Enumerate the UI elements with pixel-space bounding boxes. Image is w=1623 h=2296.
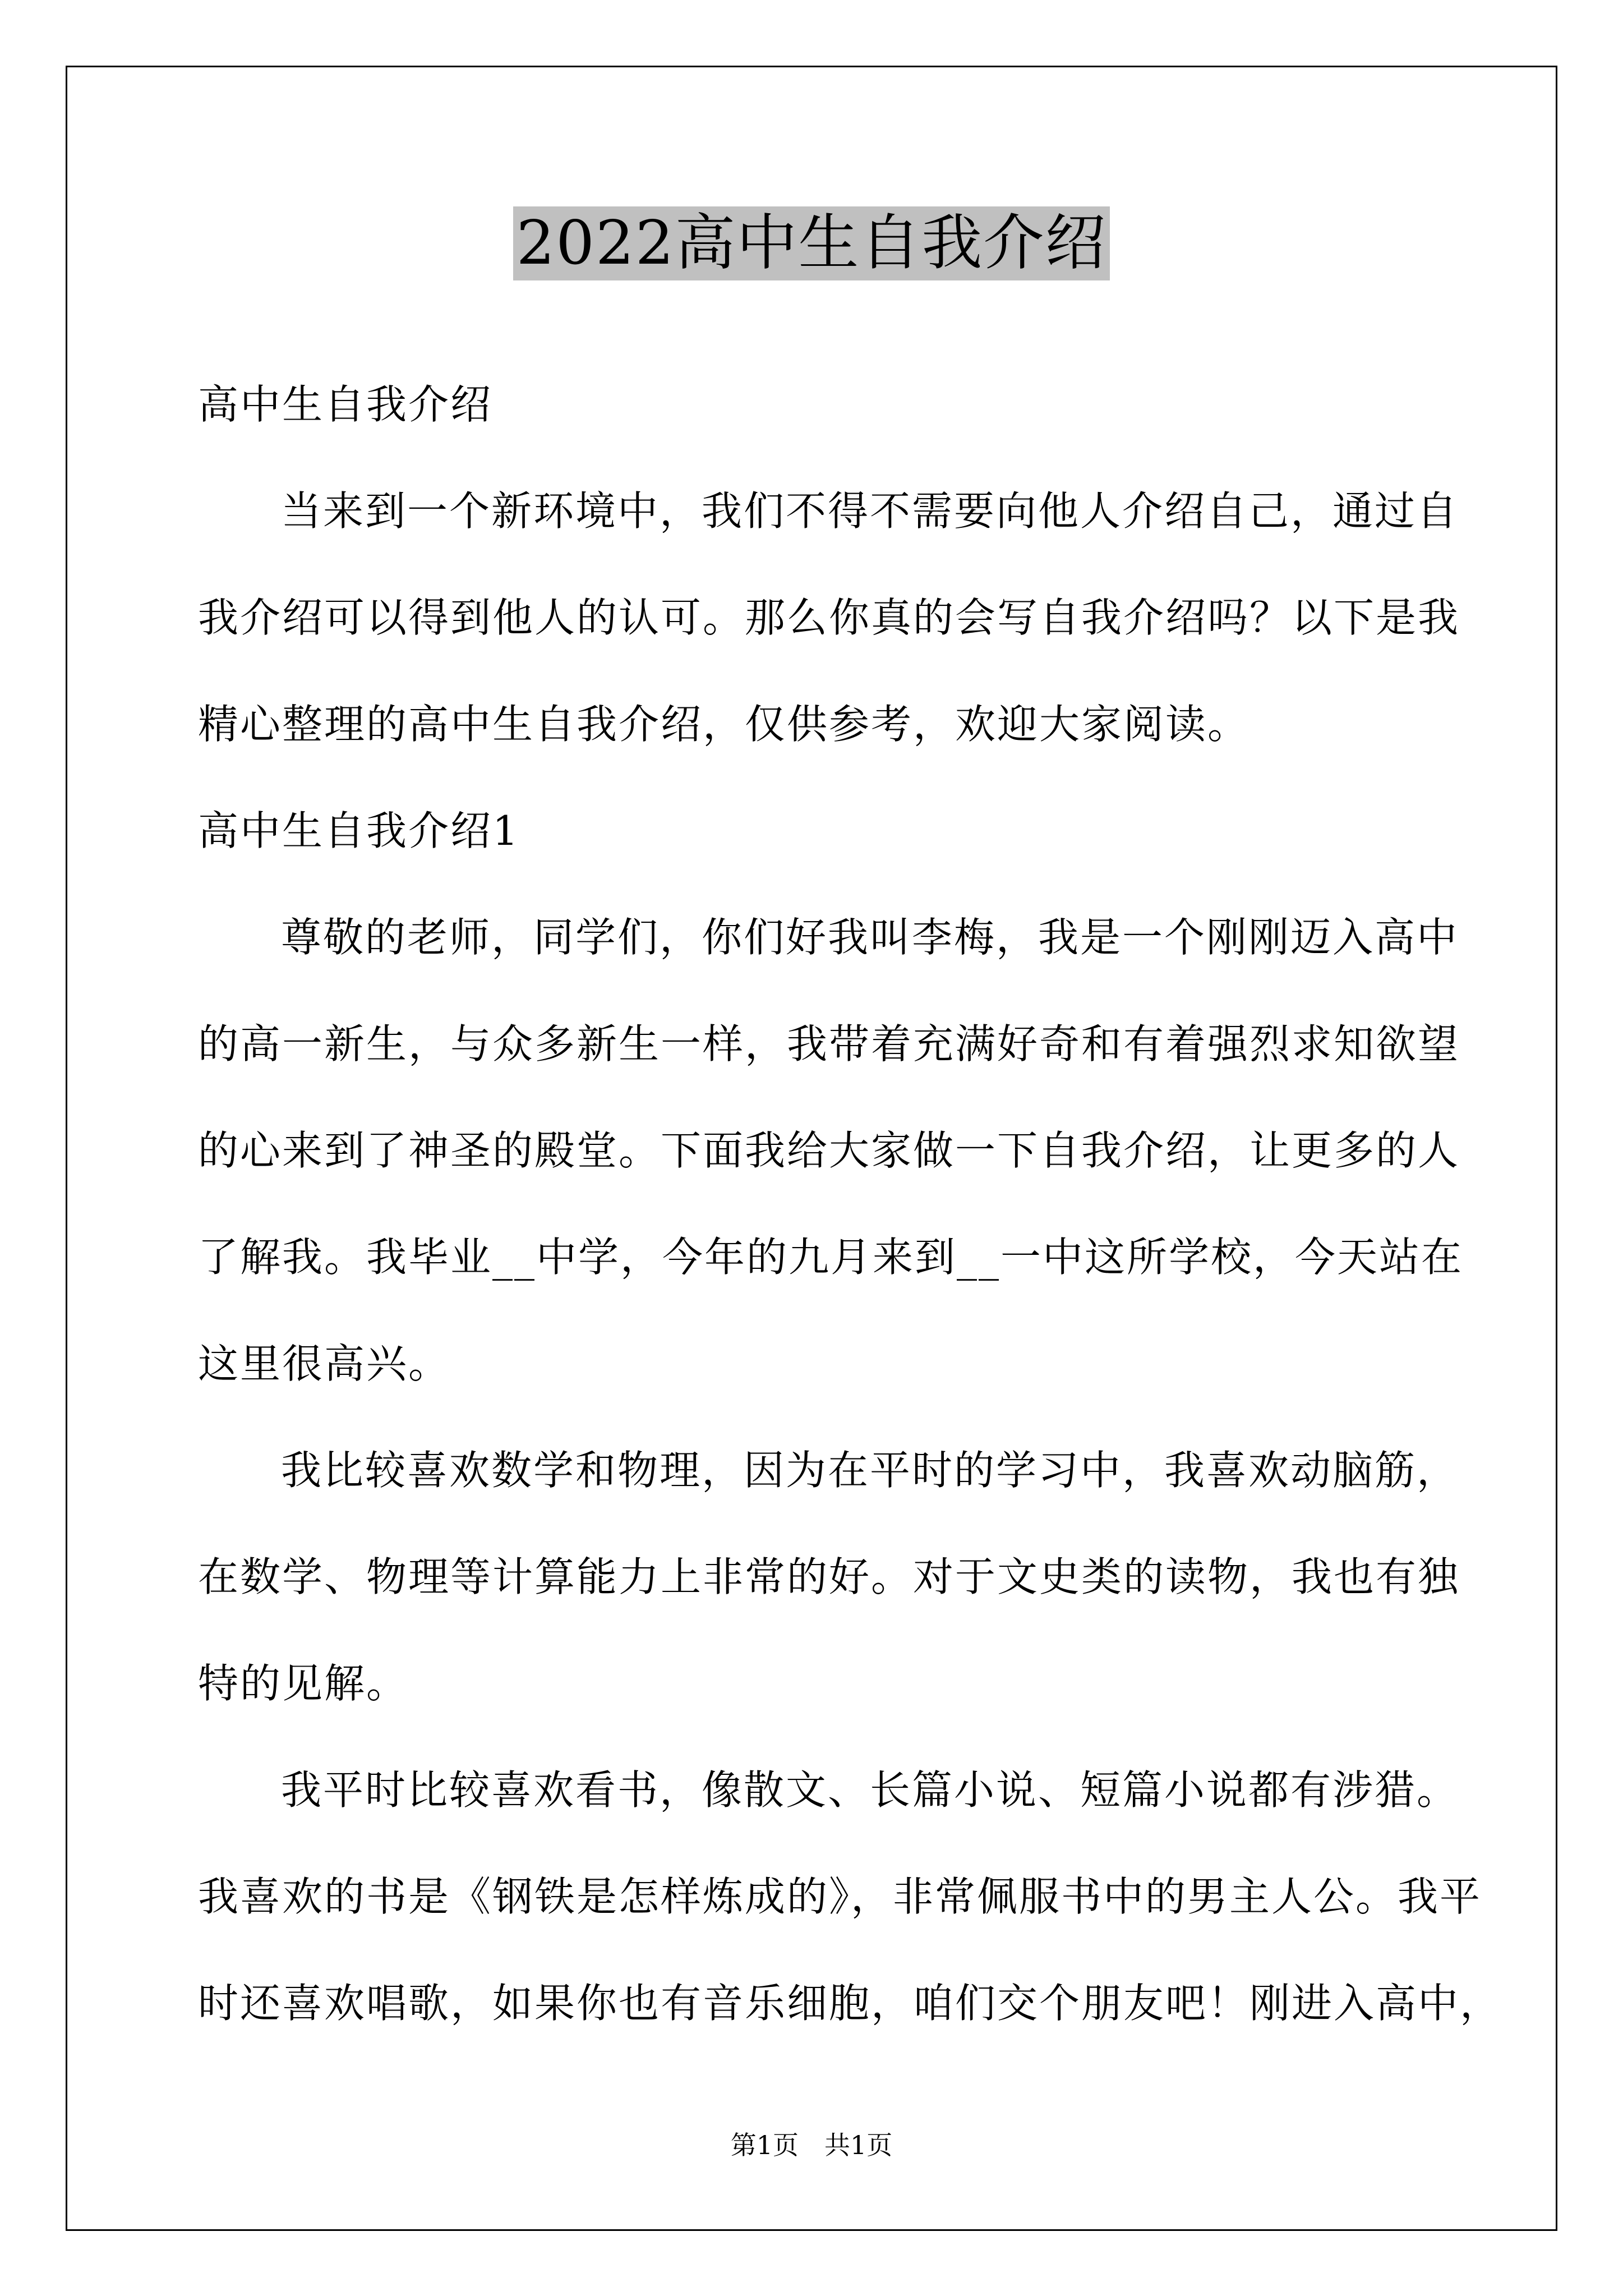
text-line: 这里很高兴。 [198,1340,451,1387]
text-line: 当来到一个新环境中，我们不得不需要向他人介绍自己，通过自 [281,487,1459,535]
text-line: 精心整理的高中生自我介绍，仅供参考，欢迎大家阅读。 [198,701,1250,748]
text-line: 了解我。我毕业__中学，今年的九月来到__一中这所学校，今天站在 [198,1234,1464,1281]
document-title: 2022高中生自我介绍 [513,206,1110,280]
text-line: 高中生自我介绍 [198,381,493,428]
text-line: 尊敬的老师，同学们，你们好我叫李梅，我是一个刚刚迈入高中 [281,914,1459,961]
page-number: 第1页 [730,2130,799,2160]
title-container [0,206,1623,280]
text-line: 的高一新生，与众多新生一样，我带着充满好奇和有着强烈求知欲望 [198,1020,1460,1068]
text-line: 在数学、物理等计算能力上非常的好。对于文史类的读物，我也有独 [198,1553,1460,1600]
text-line: 我介绍可以得到他人的认可。那么你真的会写自我介绍吗？以下是我 [198,594,1460,641]
text-line: 我比较喜欢数学和物理，因为在平时的学习中，我喜欢动脑筋， [281,1447,1459,1494]
text-line: 特的见解。 [198,1660,409,1707]
text-line: 的心来到了神圣的殿堂。下面我给大家做一下自我介绍，让更多的人 [198,1127,1460,1174]
page-total: 共1页 [824,2130,893,2160]
text-line: 我平时比较喜欢看书，像散文、长篇小说、短篇小说都有涉猎。 [281,1766,1459,1814]
text-line: 高中生自我介绍1 [198,807,520,854]
page-footer [0,2128,1623,2162]
document-body [198,351,1502,2056]
text-line: 我喜欢的书是《钢铁是怎样炼成的》，非常佩服书中的男主人公。我平 [198,1873,1482,1920]
text-line: 时还喜欢唱歌，如果你也有音乐细胞，咱们交个朋友吧！刚进入高中， [198,1980,1502,2027]
